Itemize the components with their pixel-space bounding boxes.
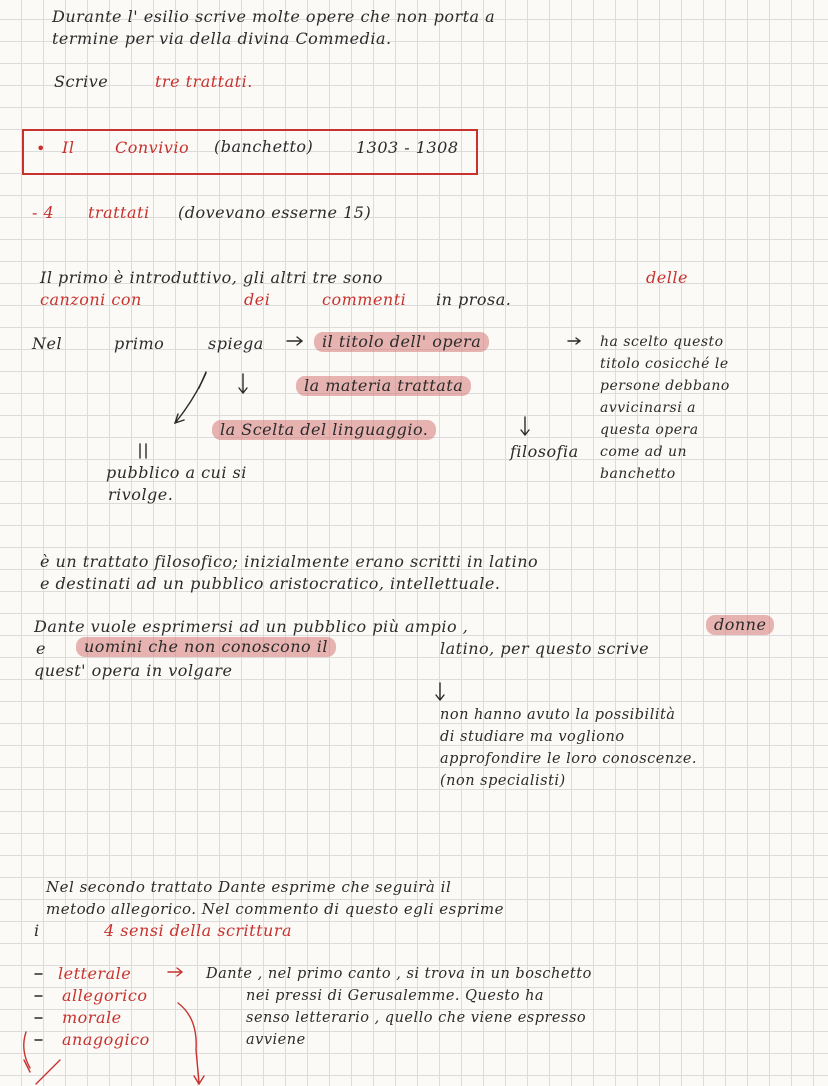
- dante-line-2: latino, per questo scrive: [440, 639, 650, 658]
- pubblico-note-line: approfondire le loro conoscenze.: [440, 751, 698, 767]
- senso-anagogico: anagogico: [62, 1030, 150, 1049]
- intro-line-1: Durante l' esilio scrive molte opere che non porta a: [52, 7, 496, 26]
- sensi-text-1: Dante , nel primo canto , si trova in un boschetto: [206, 966, 592, 982]
- canzoni-con: canzoni con: [40, 290, 142, 309]
- titolo-note-line: titolo cosicché le: [600, 356, 729, 372]
- equals-mark: [140, 444, 146, 458]
- convivio-years: 1303 - 1308: [356, 138, 459, 157]
- primo-word: primo: [114, 334, 165, 353]
- spiega-word: spiega: [208, 334, 264, 353]
- commenti-word: commenti: [322, 290, 407, 309]
- dante-line-1: Dante vuole esprimersi ad un pubblico più ampio ,: [34, 617, 469, 636]
- pubblico-line-2: rivolge.: [108, 485, 174, 504]
- secondo-i: i: [34, 921, 40, 940]
- slash-mark: [199, 372, 206, 388]
- brace-left: [24, 1032, 30, 1072]
- arrow-to-titolo: [287, 337, 302, 345]
- titolo-note-line: questa opera: [600, 422, 699, 438]
- arrow-down-materia: [239, 374, 247, 393]
- senso-letterale: letterale: [58, 964, 132, 983]
- pubblico-note-line: (non specialisti): [440, 773, 566, 789]
- arrow-down-filosofia: [521, 417, 529, 435]
- uomini-highlight: uomini che non conoscono il: [76, 637, 336, 657]
- primo-line-1: Il primo è introduttivo, gli altri tre sono: [40, 268, 383, 287]
- senso-morale: morale: [62, 1008, 122, 1027]
- secondo-sensi: 4 sensi della scrittura: [104, 921, 293, 940]
- convivio-meaning: (banchetto): [214, 137, 314, 156]
- brace-right: [178, 1003, 204, 1084]
- intro-line-2: termine per via della divina Commedia.: [52, 29, 392, 48]
- materia-highlight: la materia trattata: [296, 376, 471, 396]
- filosofia-word: filosofia: [510, 442, 579, 461]
- trattati-rest: (dovevano esserne 15): [178, 203, 372, 222]
- in-prosa: in prosa.: [436, 290, 512, 309]
- tre-trattati: tre trattati.: [155, 72, 253, 91]
- senso-allegorico: allegorico: [62, 986, 148, 1005]
- filosofico-line-1: è un trattato filosofico; inizialmente erano scritti in latino: [40, 552, 539, 571]
- arrow-to-dante: [168, 968, 182, 976]
- convivio-title: Convivio: [115, 138, 190, 157]
- dei-word: dei: [244, 290, 271, 309]
- titolo-note-line: ha scelto questo: [600, 334, 724, 350]
- nel-word: Nel: [32, 334, 63, 353]
- sensi-text-4: avviene: [246, 1032, 306, 1048]
- filosofico-line-2: e destinati ad un pubblico aristocratico, intellettuale.: [40, 574, 501, 593]
- dante-line-3: quest' opera in volgare: [34, 661, 233, 680]
- delle-word: delle: [646, 268, 688, 287]
- sensi-text-2: nei pressi di Gerusalemme. Questo ha: [246, 988, 545, 1004]
- donne-highlight: donne: [706, 615, 774, 635]
- arrow-diagonal-pubblico: [175, 373, 206, 423]
- arrow-to-note: [568, 338, 580, 344]
- titolo-note-line: avvicinarsi a: [600, 400, 696, 416]
- titolo-note-line: banchetto: [600, 466, 676, 482]
- titolo-note-line: come ad un: [600, 444, 688, 460]
- titolo-highlight: il titolo dell' opera: [314, 332, 489, 352]
- secondo-line-1: Nel secondo trattato Dante esprime che seguirà il: [46, 878, 452, 896]
- scrive-word: Scrive: [54, 72, 109, 91]
- convivio-il: Il: [62, 138, 75, 157]
- titolo-note-line: persone debbano: [600, 378, 730, 394]
- arrow-down-note2: [436, 683, 444, 700]
- scelta-highlight: la Scelta del linguaggio.: [212, 420, 436, 440]
- dante-e: e: [36, 639, 46, 658]
- pubblico-line-1: pubblico a cui si: [106, 463, 247, 482]
- sensi-text-3: senso letterario , quello che viene espresso: [246, 1010, 587, 1026]
- brace-curve-bottom: [36, 1060, 60, 1084]
- secondo-line-2: metodo allegorico. Nel commento di questo egli esprime: [46, 900, 505, 918]
- convivio-bullet: •: [36, 139, 46, 158]
- pubblico-note-line: di studiare ma vogliono: [440, 729, 625, 745]
- pubblico-note-line: non hanno avuto la possibilità: [440, 707, 676, 723]
- trattati-dash: - 4: [32, 203, 55, 222]
- trattati-word: trattati: [88, 203, 150, 222]
